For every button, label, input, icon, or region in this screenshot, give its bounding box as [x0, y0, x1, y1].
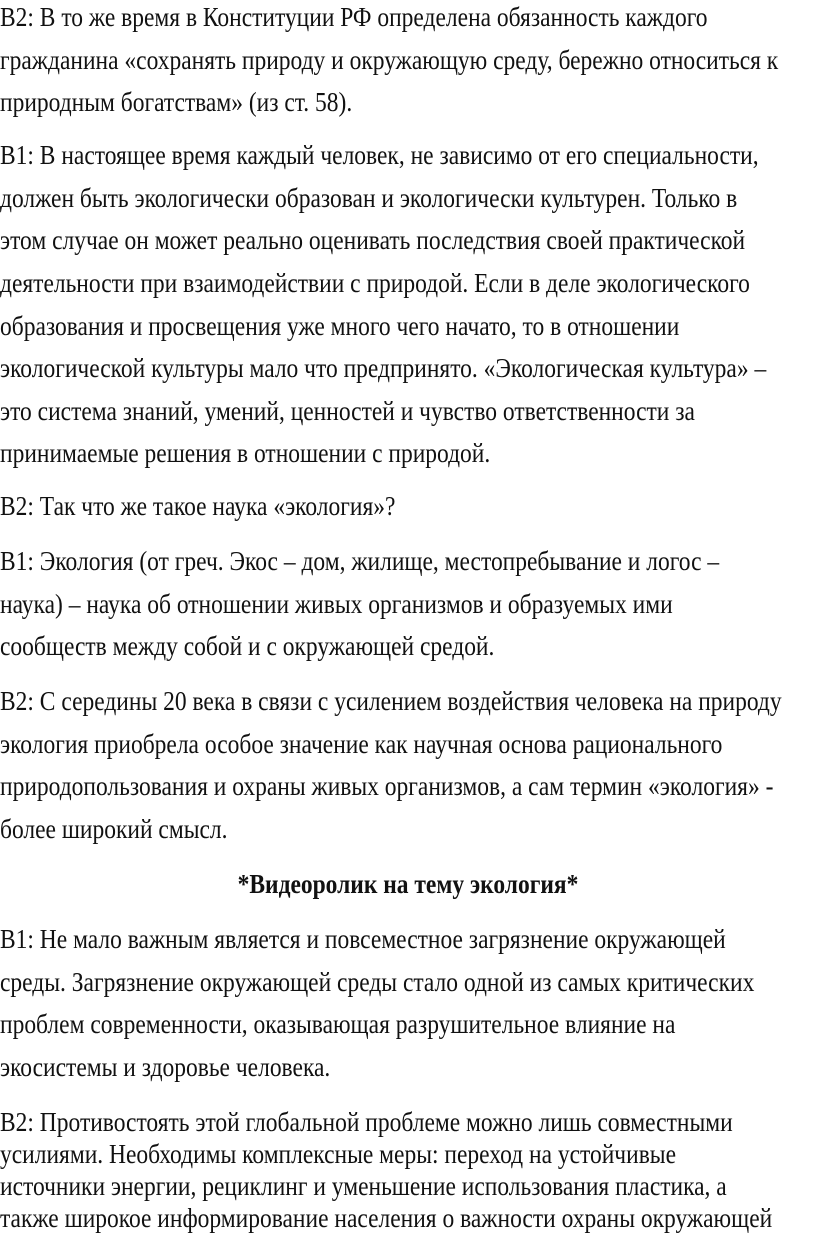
text-line: этом случае он может реально оценивать последствия своей практической — [0, 225, 746, 255]
text-line: гражданина «сохранять природу и окружающую среду, бережно относиться к — [0, 45, 779, 75]
heading-text: *Видеоролик на тему экология* — [237, 869, 579, 899]
text-line: В1: В настоящее время каждый человек, не зависимо от его специальности, — [0, 140, 759, 170]
text-line: природопользования и охраны живых организмов, а сам термин «экология» - — [0, 771, 774, 801]
text-line: должен быть экологически образован и экологически культурен. Только в — [0, 183, 738, 213]
text-line: также широкое информирование населения о важности охраны окружающей — [0, 1203, 773, 1233]
text-line: В2: Противостоять этой глобальной проблеме можно лишь совместными — [0, 1107, 733, 1137]
text-line: В2: В то же время в Конституции РФ определена обязанность каждого — [0, 2, 708, 32]
text-line: усилиями. Необходимы комплексные меры: переход на устойчивые — [0, 1139, 677, 1169]
text-line: принимаемые решения в отношении с природой. — [0, 438, 491, 468]
text-line: образования и просвещения уже много чего начато, то в отношении — [0, 311, 680, 341]
text-line: более широкий смысл. — [0, 814, 228, 844]
text-line: деятельности при взаимодействии с природой. Если в деле экологического — [0, 268, 750, 298]
text-line: проблем современности, оказывающая разрушительное влияние на — [0, 1009, 676, 1039]
text-line: В2: Так что же такое наука «экология»? — [0, 491, 396, 521]
text-line: экосистемы и здоровье человека. — [0, 1052, 331, 1082]
text-line: экология приобрела особое значение как научная основа рационального — [0, 729, 723, 759]
text-line: природным богатствам» (из ст. 58). — [0, 87, 353, 117]
text-line: экологической культуры мало что предпринято. «Экологическая культура» – — [0, 353, 767, 383]
text-line: сообществ между собой и с окружающей средой. — [0, 631, 495, 661]
text-line: источники энергии, рециклинг и уменьшение использования пластика, а — [0, 1171, 727, 1201]
text-line: это система знаний, умений, ценностей и чувство ответственности за — [0, 396, 695, 426]
text-line: В1: Экология (от греч. Экос – дом, жилище, местопребывание и логос – — [0, 546, 720, 576]
text-line: среды. Загрязнение окружающей среды стало одной из самых критических — [0, 967, 755, 997]
text-line: В1: Не мало важным является и повсеместное загрязнение окружающей — [0, 924, 726, 954]
text-line: наука) – наука об отношении живых организмов и образуемых ими — [0, 589, 673, 619]
text-line: В2: С середины 20 века в связи с усилением воздействия человека на природу — [0, 686, 782, 716]
